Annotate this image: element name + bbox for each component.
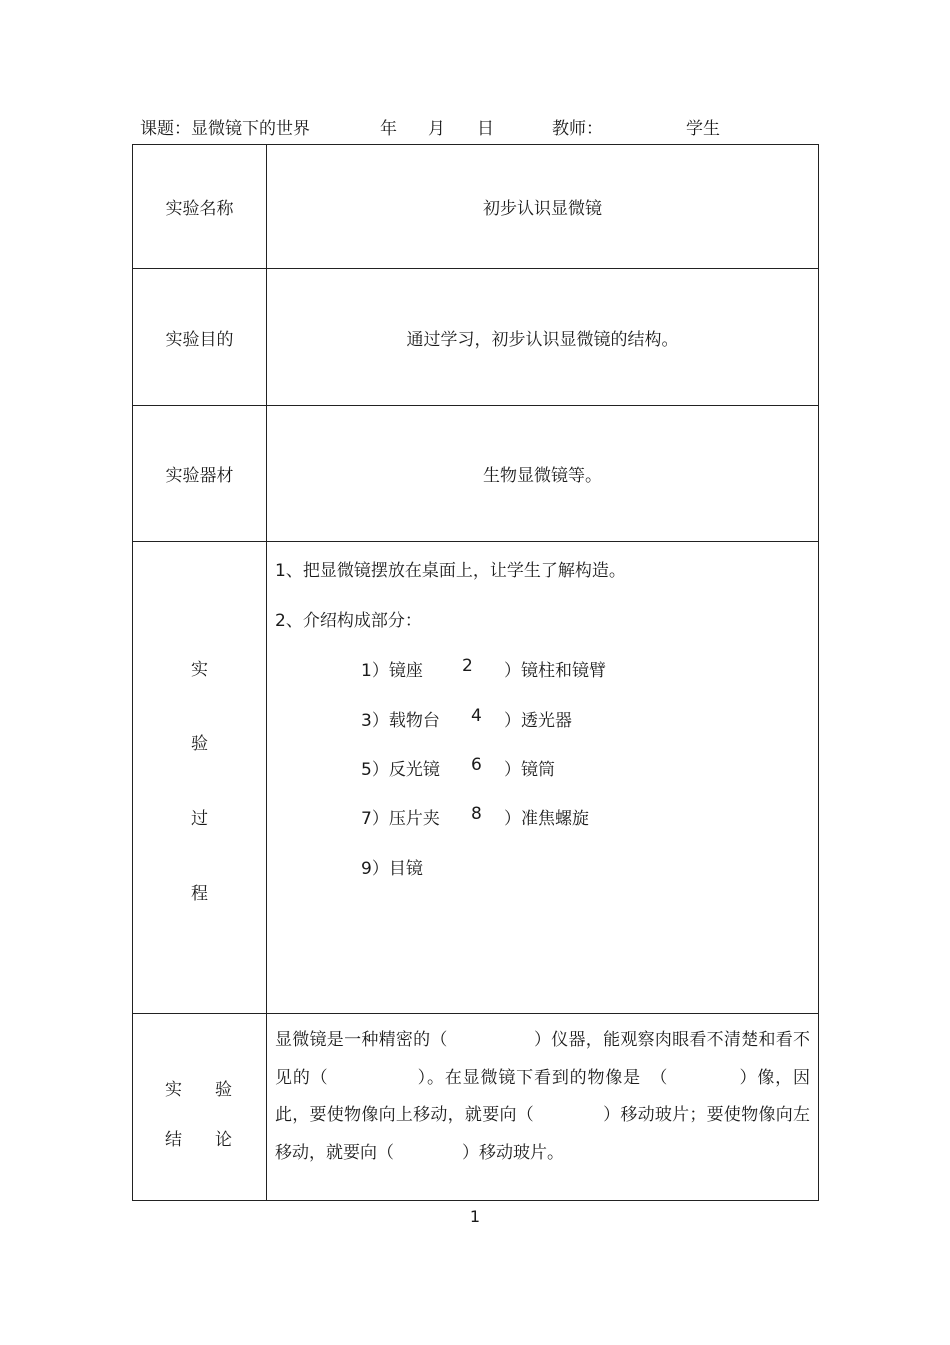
part-right: ）准焦螺旋 [504,809,589,829]
experiment-name-value: 初步认识显微镜 [267,145,819,269]
topic-label: 课题：显微镜下的世界 [140,119,310,139]
conclusion-label-char: 实 [165,1079,182,1100]
process-step-1: 1、把显微镜摆放在桌面上，让学生了解构造。 [275,561,626,581]
row-experiment-name [133,145,819,269]
experiment-process-label [133,542,267,1014]
part-number: 4 [471,706,482,726]
part-left: 1）镜座 [361,661,423,681]
experiment-name-label: 实验名称 [133,145,267,269]
experiment-purpose-label: 实验目的 [133,269,267,406]
month-label: 月 [428,119,445,139]
part-right: ）透光器 [504,711,572,731]
page-number: 1 [469,1207,481,1226]
part-right: ）镜筒 [504,760,555,780]
experiment-process-content [267,542,819,1014]
part-left: 7）压片夹 [361,809,440,829]
conclusion-label-char: 论 [215,1129,232,1150]
conclusion-label-char: 结 [165,1129,182,1150]
year-label: 年 [380,119,397,139]
experiment-conclusion-text: 显微镜是一种精密的（ ）仪器，能观察肉眼看不清楚和看不见的（ ）。在显微镜下看到的物像是 （ ）像，因此，要使物像向上移动，就要向（ ）移动玻片；要使物像向左移动，就要向（ ）移动玻片。 [267,1014,819,1201]
part-number: 6 [471,755,482,775]
experiment-materials-label: 实验器材 [133,406,267,542]
part-left: 3）载物台 [361,711,440,731]
process-step-2: 2、介绍构成部分： [275,611,422,631]
part-number: 2 [462,656,473,676]
experiment-materials-value: 生物显微镜等。 [267,406,819,542]
conclusion-label-char: 验 [215,1079,232,1100]
student-label: 学生 [686,119,720,139]
row-experiment-conclusion [133,1014,819,1201]
row-experiment-materials [133,406,819,542]
day-label: 日 [477,119,494,139]
part-left: 9）目镜 [361,859,423,879]
process-label-char: 实 [191,659,208,680]
header-line [140,118,840,140]
process-label-char: 过 [191,808,208,829]
experiment-conclusion-label [133,1014,267,1201]
row-experiment-purpose [133,269,819,406]
part-right: ）镜柱和镜臂 [504,661,606,681]
experiment-table [132,144,819,1201]
experiment-purpose-value: 通过学习，初步认识显微镜的结构。 [267,269,819,406]
part-number: 8 [471,804,482,824]
row-experiment-process [133,542,819,1014]
process-label-char: 程 [191,883,208,904]
part-left: 5）反光镜 [361,760,440,780]
teacher-label: 教师： [552,119,603,139]
process-label-char: 验 [191,733,208,754]
